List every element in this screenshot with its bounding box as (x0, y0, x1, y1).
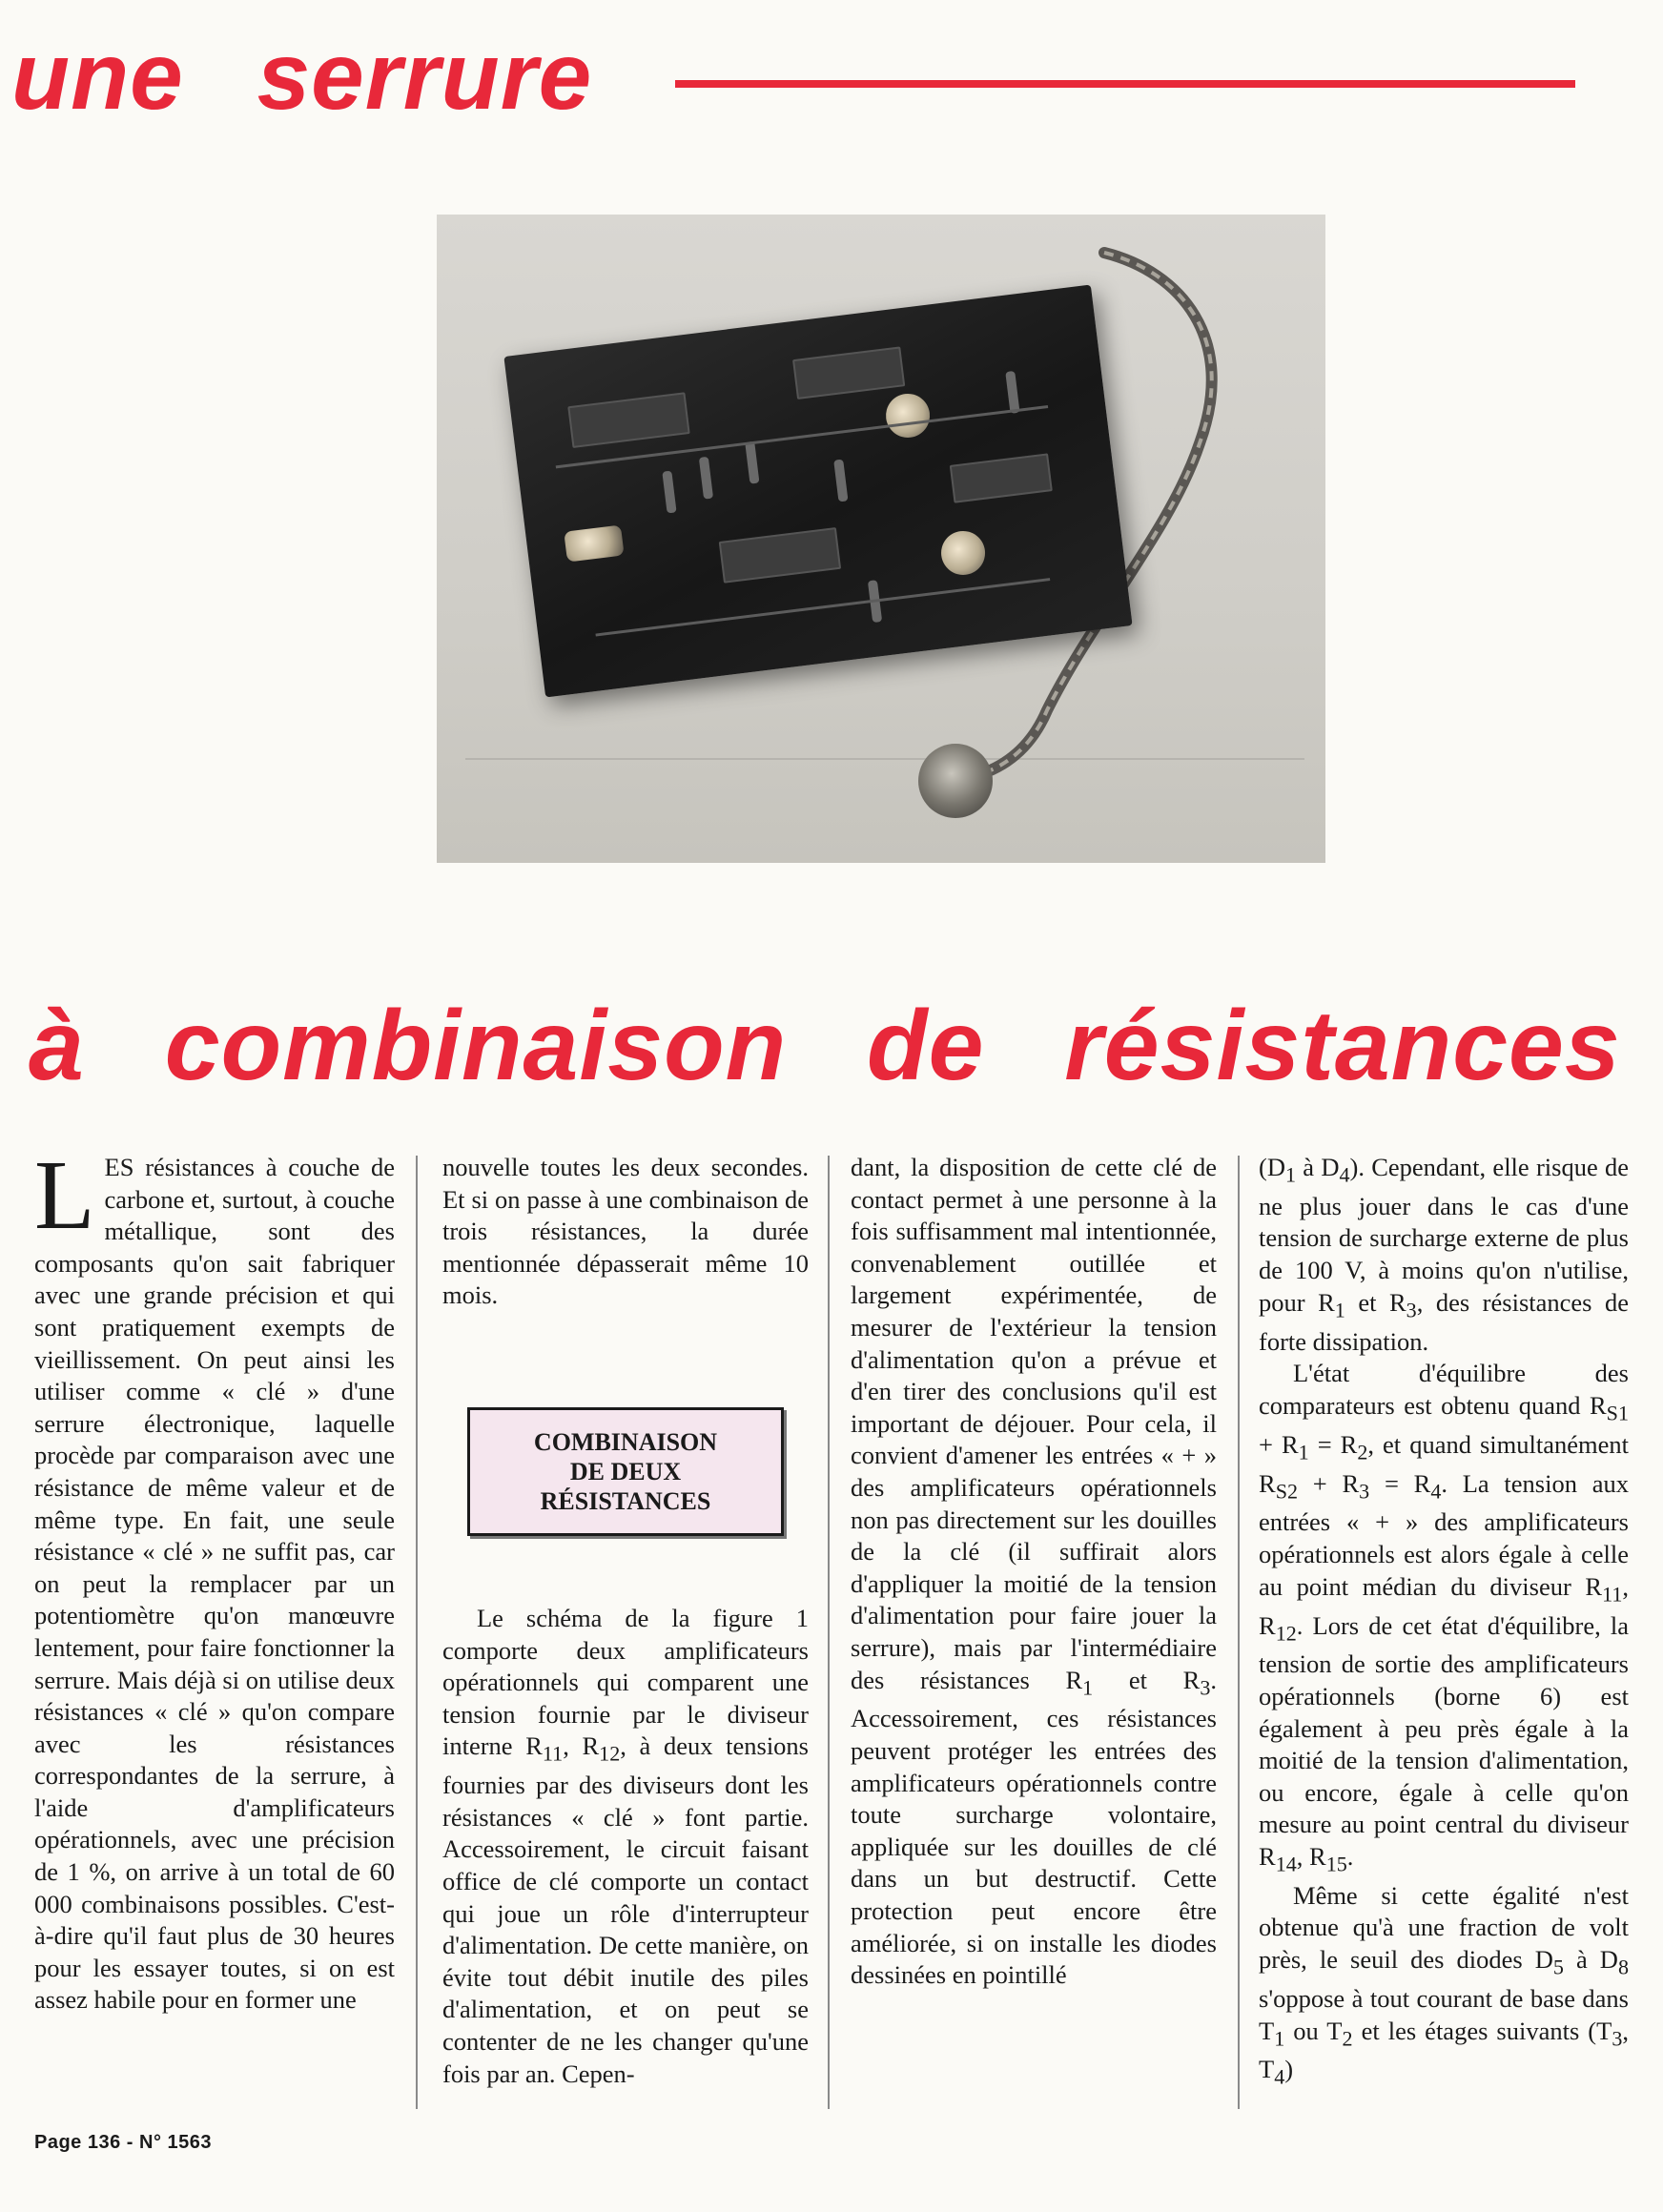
article-column-4 (1259, 1152, 1629, 2093)
section-heading-line: RÉSISTANCES (540, 1486, 711, 1515)
column-rule (828, 1156, 830, 2109)
dropcap: L (34, 1140, 95, 1250)
column-rule (1238, 1156, 1240, 2109)
chip (950, 453, 1053, 502)
section-heading-line: COMBINAISON (533, 1427, 718, 1456)
capacitor (883, 391, 932, 440)
article-column-1 (34, 1140, 395, 2017)
chip (567, 392, 689, 448)
resistor (1005, 371, 1019, 414)
title-top: une serrure (11, 23, 593, 130)
paragraph (442, 1152, 809, 1312)
resistor (745, 441, 759, 484)
paragraph-text: résistances à couche de carbone et, surtout, à couche métallique, sont des composants qu'on sait fabriquer avec une grande précision et qui sont pratiquement exempts de vieillissement. On peut ainsi les utiliser comme « clé » d'une serrure électronique, laquelle procède par comparaison avec une résistance de même valeur et de même type. En fait, une seule résistance « clé » ne suffit pas, car on peut la remplacer par un potentiomètre qu'on manœuvre lentement, pour faire fonctionner la serrure. Mais déjà si on utilise deux résistances « clé » qu'on compare avec les résistances correspondantes de la serrure, à l'aide d'amplificateurs opérationnels, avec une précision de 1 %, on arrive à un total de 60 000 combinaisons possibles. C'est-à-dire qu'il faut plus de 30 heures pour les essayer toutes, si on est assez habile pour en former une (34, 1153, 395, 2015)
chip (792, 346, 905, 399)
paragraph: Le schéma de la figure 1 comporte deux amplificateurs opérationnels qui comparent une tension fournie par le diviseur interne $R_{11}$, $R_{12}$, à deux tensions fournies par des diviseurs dont les résistances « clé » font partie. Accessoirement, le circuit faisant office de clé comporte un contact qui joue un rôle d'interrupteur d'alimentation. De cette manière, on évite tout débit inutile des piles d'alimentation, et on peut se contenter de ne les changer qu'une fois par an. Cepen- (442, 1603, 809, 2088)
capacitor (564, 525, 624, 563)
paragraph: dant, la disposition de cette clé de contact permet à une personne à la fois suffisamment mal intentionnée, convenablement outillée et largement expérimentée, de mesurer de l'extérieur la tension d'alimentation qu'on a prévue et d'en tirer des conclusions qu'il est important de déjouer. Pour cela, il convient d'amener les entrées « + » des amplificateurs opérationnels non pas directement sur les douilles de la clé (il suffirait alors d'appliquer la moitié de la tension d'alimentation pour faire jouer la serrure), mais par l'intermédiaire des résistances $R_1$ et $R_3$. Accessoirement, ces résistances peuvent protéger les entrées des amplificateurs opérationnels contre toute surcharge volontaire, appliquée sur les douilles de clé dans un but destructif. Cette protection peut encore être améliorée, si on installe les diodes dessinées en pointillé (851, 1153, 1217, 1990)
title-bottom: à combinaison de résistances (29, 991, 1621, 1101)
connector-plug (918, 744, 993, 818)
resistor (699, 457, 713, 500)
section-heading-line: DE DEUX (569, 1457, 682, 1485)
resistor (833, 460, 848, 502)
resistor (662, 471, 676, 514)
circuit-board (503, 285, 1132, 698)
paragraph: Même si cette égalité n'est obtenue qu'à une fraction de volt près, le seuil des diodes $D_5$ à $D_8$ s'oppose à tout courant de base dans $T_1$ ou $T_2$ et les étages suivants ($T_3$, $T_4$) (1259, 1880, 1629, 2089)
paragraph-text: nouvelle toutes les deux secondes. Et si on passe à une combinaison de trois résistances, la durée mentionnée dépasserait même 10 mois. (442, 1153, 809, 1310)
article-column-2 (442, 1152, 809, 2090)
page-footer: Page 136 - N° 1563 (34, 2132, 212, 2153)
title-rule (675, 80, 1575, 88)
section-heading-box (467, 1407, 784, 1536)
trace (595, 578, 1050, 636)
paragraph: ($D_1$ à $D_4$). Cependant, elle risque de ne plus jouer dans le cas d'une tension de surcharge externe de plus de 100 V, à moins qu'on n'utilise, pour $R_1$ et $R_3$, des résistances de forte dissipation. (1259, 1153, 1629, 1356)
paragraph: L'état d'équilibre des comparateurs est obtenu quand $R_{S1} + R_1 = R_2$, et quand simultanément $R_{S2} + R_3 = R_4$. La tension aux entrées « + » des amplificateurs opérationnels est alors égale à celle au point médian du diviseur $R_{11}$, $R_{12}$. Lors de cet état d'équilibre, la tension de sortie des amplificateurs opérationnels (borne 6) est également à peu près égale à la moitié de la tension d'alimentation, ou encore, égale à celle qu'on mesure au point central du diviseur $R_{14}$, $R_{15}$. (1259, 1359, 1629, 1876)
article-column-3 (851, 1152, 1217, 1992)
column-rule (416, 1156, 418, 2109)
capacitor (938, 528, 987, 577)
lead-in: ES (104, 1153, 134, 1181)
circuit-board-photo (437, 215, 1325, 863)
chip (719, 527, 841, 584)
paragraph (34, 1140, 395, 2017)
